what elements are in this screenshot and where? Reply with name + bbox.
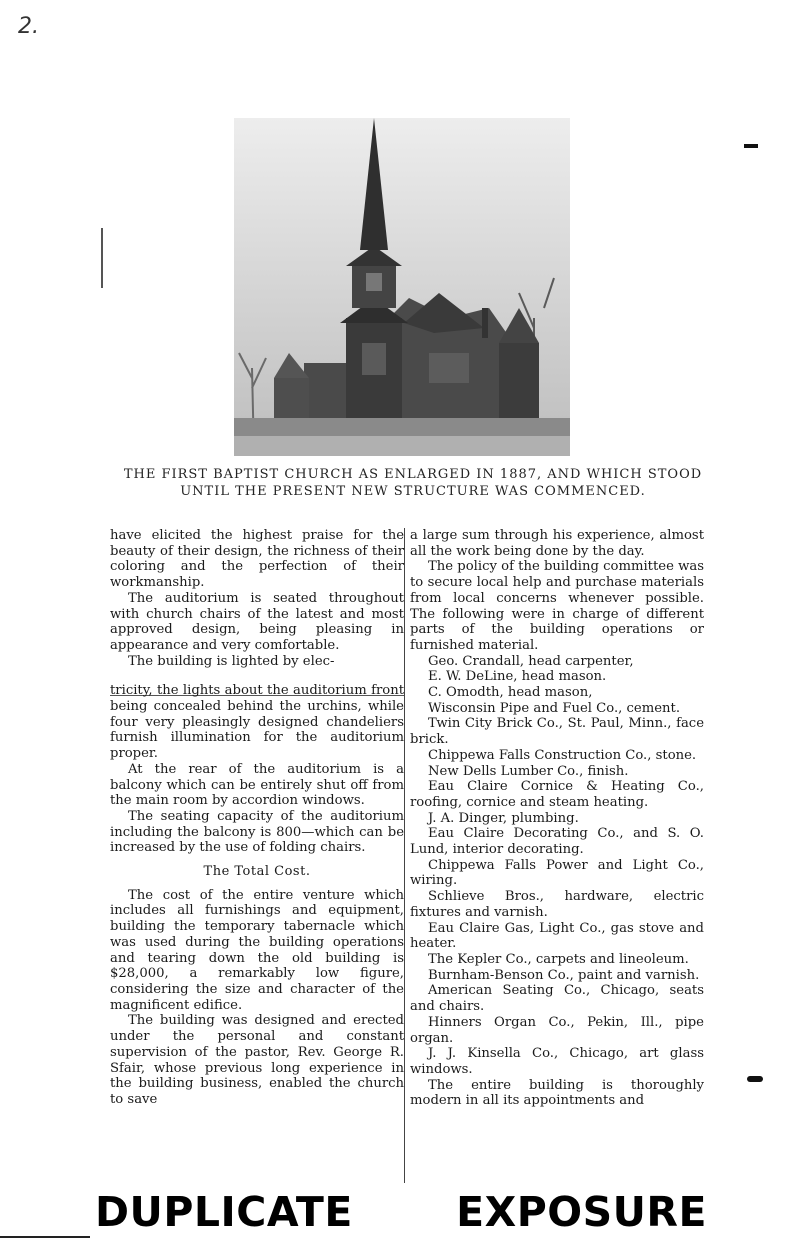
margin-rule xyxy=(101,228,103,288)
paragraph: have elicited the highest praise for the beauty of their design, the richness of their coloring and the perfection of their workmanship. xyxy=(110,528,404,591)
list-item: Twin City Brick Co., St. Paul, Minn., face brick. xyxy=(410,716,704,748)
list-item: C. Omodth, head mason, xyxy=(428,685,593,701)
paragraph: The building was designed and erected under the personal and constant supervision of the pastor, Rev. George R. Sfair, whose previous long experience in the building business, enabled the church to save xyxy=(110,1013,404,1107)
paragraph: The auditorium is seated throughout with church chairs of the latest and most approved design, being pleasing in appearance and very comfortable. xyxy=(110,590,404,653)
paragraph: The entire building is thoroughly modern in all its appointments and xyxy=(410,1077,704,1109)
photo-caption: THE FIRST BAPTIST CHURCH AS ENLARGED IN 1887, AND WHICH STOOD UNTIL THE PRESENT NEW STRUCTURE WAS COMMENCED. xyxy=(123,467,703,499)
left-column xyxy=(110,528,404,1108)
list-item: J. J. Kinsella Co., Chicago, art glass windows. xyxy=(410,1046,704,1077)
column-divider xyxy=(404,528,405,1183)
list-item: J. A. Dinger, plumbing. xyxy=(428,810,579,826)
list-item: Chippewa Falls Construction Co., stone. xyxy=(428,747,697,763)
church-photo xyxy=(234,118,570,456)
list-item: Hinners Organ Co., Pekin, Ill., pipe organ. xyxy=(410,1014,704,1046)
list-item: Geo. Crandall, head carpenter, xyxy=(428,653,634,669)
list-item: Wisconsin Pipe and Fuel Co., cement. xyxy=(428,700,681,716)
list-item: Chippewa Falls Power and Light Co., wiring. xyxy=(410,857,704,889)
page-number: 2. xyxy=(18,14,39,39)
stamp-word: DUPLICATE xyxy=(95,1188,353,1236)
right-column xyxy=(410,528,704,1109)
stamp-word: EXPOSURE xyxy=(456,1188,707,1236)
section-heading: The Total Cost. xyxy=(203,864,311,880)
list-item: Schlieve Bros., hardware, electric fixtures and varnish. xyxy=(410,889,704,920)
paragraph: The cost of the entire venture which includes all furnishings and equipment, building the temporary tabernacle which was used during the building operations and tearing down the old building is $28,000, a remarkably low figure, considering the size and character of the magnificent edifice. xyxy=(110,887,404,1013)
paragraph: The seating capacity of the auditorium including the balcony is 800—which can be increased by the use of folding chairs. xyxy=(110,808,404,856)
margin-mark-bottom xyxy=(747,1076,763,1082)
paragraph: tricity, the lights about the auditorium front being concealed behind the urchins, while four very pleasingly designed chandeliers furnish illumination for the auditorium proper. xyxy=(110,683,404,762)
church-illustration xyxy=(234,118,570,456)
list-item: The Kepler Co., carpets and lineoleum. xyxy=(428,951,689,967)
paragraph: The building is lighted by elec- xyxy=(128,653,335,669)
margin-mark-top xyxy=(744,144,758,148)
list-item: Burnham-Benson Co., paint and varnish. xyxy=(428,967,700,983)
paragraph: The policy of the building committee was to secure local help and purchase materials from local concerns whenever possible. The following were in charge of different parts of the building operations or furnished material. xyxy=(410,559,704,653)
list-item: American Seating Co., Chicago, seats and chairs. xyxy=(410,983,704,1015)
paragraph: At the rear of the auditorium is a balcony which can be entirely shut off from the main room by accordion windows. xyxy=(110,761,404,809)
list-item: Eau Claire Decorating Co., and S. O. Lund, interior decorating. xyxy=(410,826,704,858)
list-item: New Dells Lumber Co., finish. xyxy=(428,763,629,779)
list-item: E. W. DeLine, head mason. xyxy=(428,669,607,685)
paragraph: a large sum through his experience, almost all the work being done by the day. xyxy=(410,528,704,559)
duplicate-exposure-stamp xyxy=(95,1186,707,1238)
list-item: Eau Claire Cornice & Heating Co., roofing, cornice and steam heating. xyxy=(410,779,704,810)
list-item: Eau Claire Gas, Light Co., gas stove and heater. xyxy=(410,920,704,952)
margin-rule-bottom xyxy=(0,1236,90,1238)
